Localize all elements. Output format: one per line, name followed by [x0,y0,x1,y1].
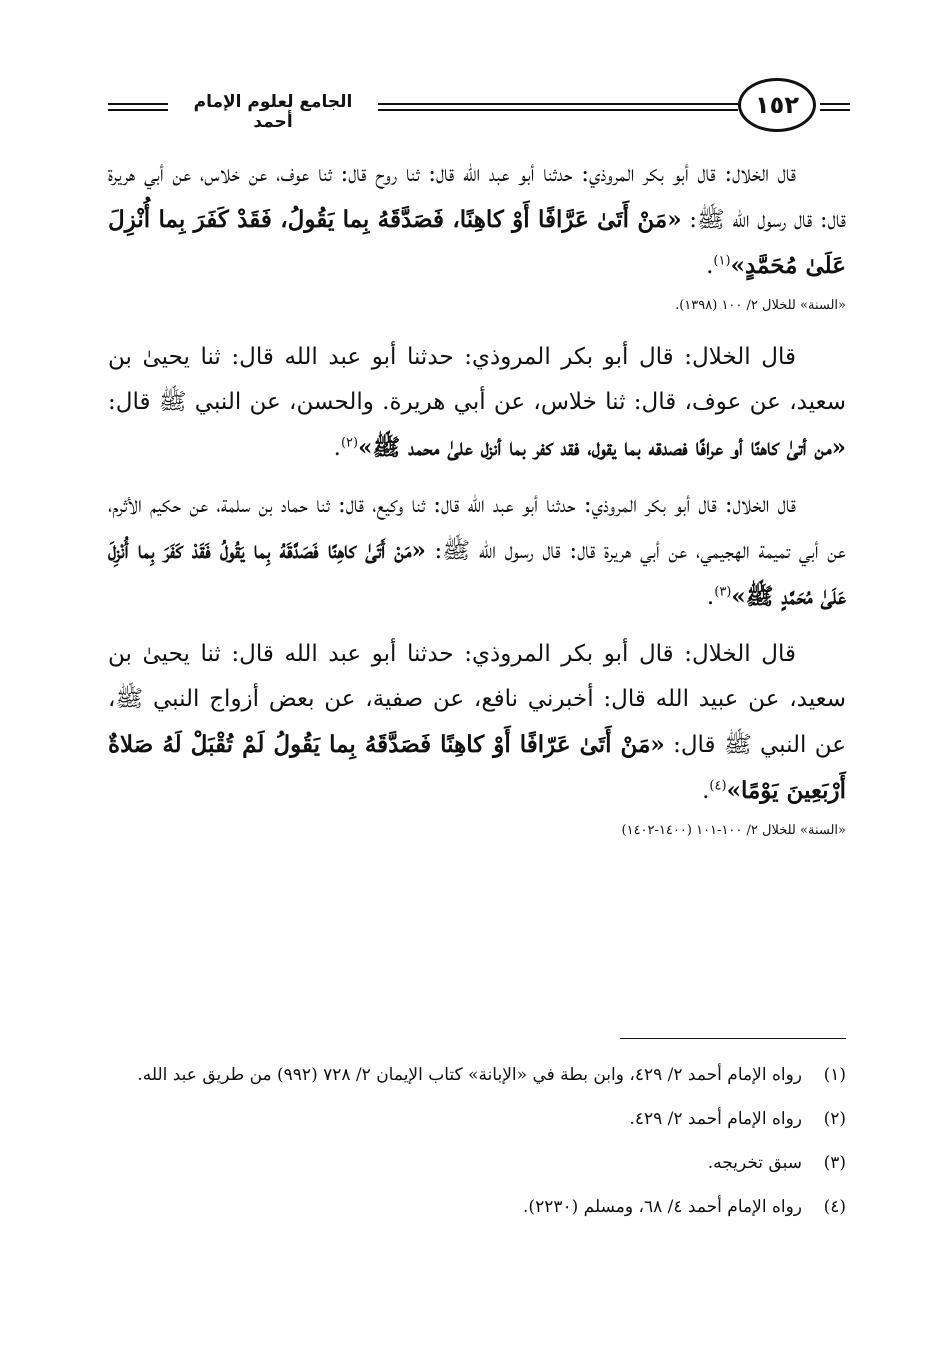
footnote-number: (١) [823,1065,846,1085]
running-title: الجامع لعلوم الإمام أحمد [193,92,353,132]
paragraph-end: . [706,253,714,279]
header-rule-middle [378,103,738,111]
paragraph-end: . [702,778,710,804]
footnote-ref[interactable]: (٢) [340,435,359,451]
main-text [108,152,846,860]
footnote-number: (٤) [823,1197,846,1217]
footnote-number: (٢) [823,1109,846,1129]
paragraph-text: قال الخلال: قال أبو بكر المروذي: حدثنا أبو عبد الله قال: ثنا يحيىٰ بن سعيد، عن عوف، قال: ثنا خلاس، عن أبي هريرة. والحسن، عن النبي ﷺ قال: [108,344,846,415]
footnote-text: سبق تخريجه. [707,1153,802,1173]
header-rule-right [820,103,850,111]
footnote-text: رواه الإمام أحمد ٢/ ٤٢٩. [629,1109,802,1129]
paragraph-text: قال الخلال: قال أبو بكر المروذي: حدثنا أبو عبد الله قال: ثنا يحيىٰ بن سعيد، عن عبيد الله قال: أخبرني نافع، عن صفية، عن بعض أزواج النبي ﷺ، عن النبي ﷺ قال: [108,641,846,758]
footnotes [108,1058,846,1234]
footnote-ref[interactable]: (٣) [714,584,732,600]
paragraph-text: قال الخلال: قال أبو بكر المروذي: حدثنا أبو عبد الله قال: ثنا روح قال: ثنا عوف، عن خلاس، عن أبي هريرة قال: قال رسول الله ﷺ: [108,161,846,233]
footnote [108,1190,846,1224]
footnote [108,1146,846,1180]
paragraph [108,483,846,620]
footnote-text: رواه الإمام أحمد ٢/ ٤٢٩، وابن بطة في «الإبانة» كتاب الإيمان ٢/ ٧٢٨ (٩٩٢) من طريق عبد الله. [137,1065,802,1085]
paragraph-end: . [706,584,715,610]
source-citation: «السنة» للخلال ٢/ ١٠٠ (١٣٩٨). [675,298,846,313]
footnote-ref[interactable]: (٤) [709,778,727,794]
source-citation: «السنة» للخلال ٢/ ١٠٠-١٠١ (١٤٠٠-١٤٠٢) [621,823,846,838]
footnote-number: (٣) [823,1153,846,1173]
paragraph-text: قال الخلال: قال أبو بكر المروذي: حدثنا أبو عبد الله قال: ثنا وكيع، قال: ثنا حماد بن سلمة، عن حكيم الأثرم، عن أبي تميمة الهجيمي، عن أبي هريرة قال: قال رسول الله ﷺ: [108,492,847,564]
paragraph [108,335,846,471]
hadith-quote: «مَنْ أَتَىٰ عَرّافًا أَوْ كاهِنًا فَصَدَّقَهُ بِما يَقُولُ لَمْ تُقْبَلْ لَهُ صَلاةٌ أَرْبَعِينَ يَوْمًا» [108,731,846,804]
footnote-ref[interactable]: (١) [713,253,731,269]
footnote [108,1058,846,1092]
paragraph [108,152,846,289]
page-number-badge: ١٥٢ [738,78,816,132]
page-header [108,78,850,138]
hadith-quote: «من أتىٰ كاهنًا أو عرافًا فصدقه بما يقول، فقد كفر بما أنزل علىٰ محمد ﷺ» [358,434,846,461]
footnote-text: رواه الإمام أحمد ٤/ ٦٨، ومسلم (٢٢٣٠). [523,1197,802,1217]
paragraph [108,632,846,814]
footnote-separator [620,1038,846,1039]
hadith-quote: «مَنْ أَتَىٰ كاهِنًا فَصَدَّقَهُ بِما يَقُولُ فَقَدْ كَفَرَ بِما أُنْزِلَ عَلَىٰ مُحَمَّدٍ ﷺ» [108,537,846,610]
hadith-quote: «مَنْ أَتَىٰ عَرَّافًا أَوْ كاهِنًا، فَصَدَّقَهُ بِما يَقُولُ، فَقَدْ كَفَرَ بِما أُنْزِلَ عَلَىٰ مُحَمَّدٍ» [108,206,846,279]
paragraph-end: . [333,435,341,461]
header-rule-left [108,103,168,111]
footnote [108,1102,846,1136]
